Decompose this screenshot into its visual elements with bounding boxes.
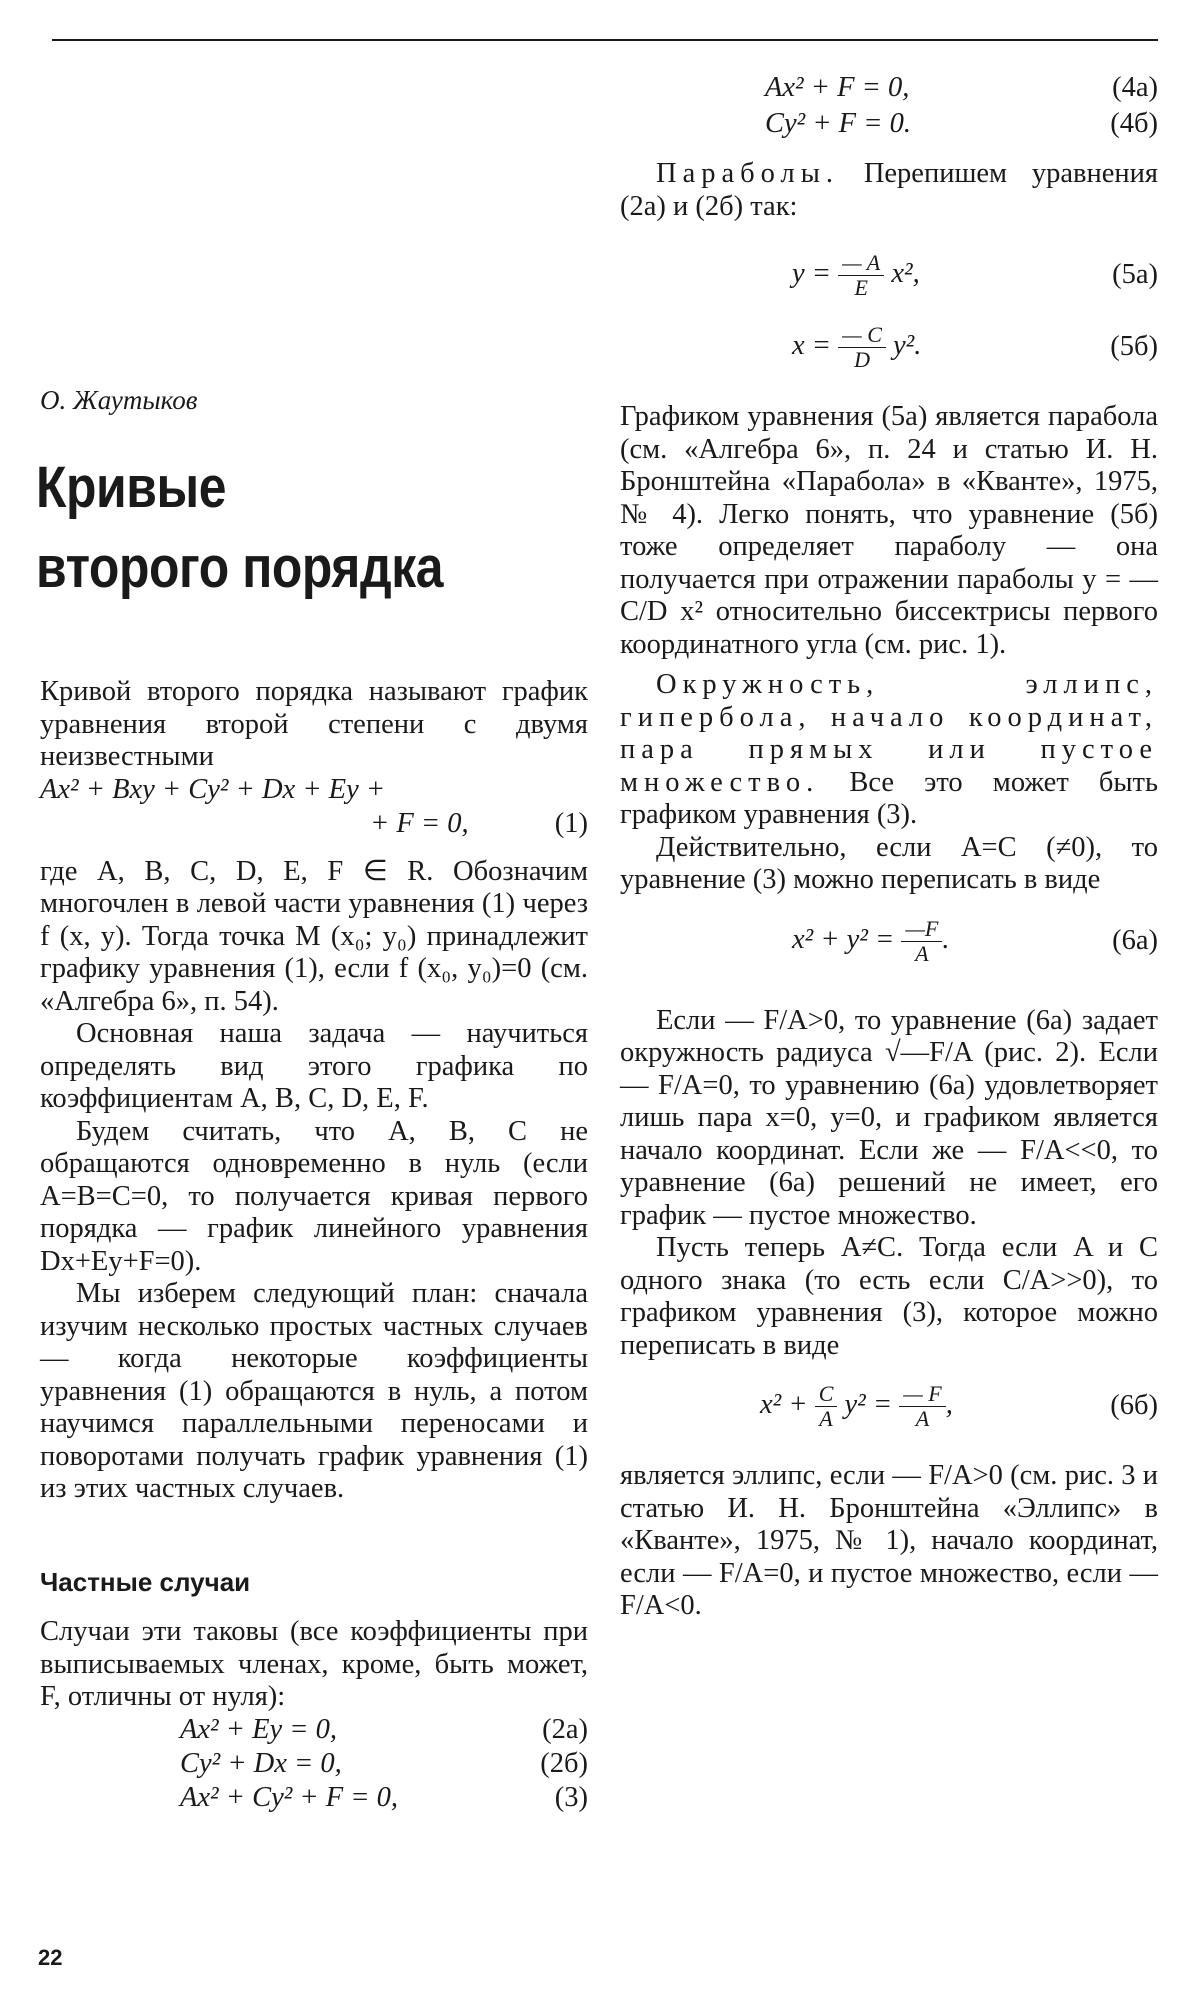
equation-6a-fraction bbox=[901, 917, 942, 966]
equation-1-part-a: Ax² + Bxy + Cy² + Dx + Ey + bbox=[40, 773, 386, 805]
curves-text: Все это может быть графиком уравнения (3). bbox=[620, 766, 1158, 830]
intro-paragraph: Кривой второго порядка называют график уравнения второй степени с двумя неизвестными bbox=[40, 676, 588, 772]
equation-4b bbox=[620, 108, 1158, 158]
paragraph-8: Действительно, если A=C (≠0), то уравнение (3) можно переписать в виде bbox=[620, 831, 1158, 895]
equation-6a-numerator: —F bbox=[901, 917, 942, 942]
section-heading: Частные случаи bbox=[40, 1566, 251, 1597]
title-line-2: второго порядка bbox=[36, 535, 444, 600]
equation-5b bbox=[620, 309, 1158, 381]
paragraph-11: является эллипс, если — F/A>0 (см. рис. 3 и статью И. Н. Бронштейна «Эллипс» в «Кванте», 1975, № 1), начало координат, если — F/A=0, и пустое множество, если — F/A<0. bbox=[620, 1460, 1158, 1621]
paragraph-2: Основная наша задача — научиться определять вид этого графика по коэффициентам A, B, C, D, E, F. bbox=[40, 1018, 588, 1114]
equation-5a bbox=[620, 237, 1158, 309]
paragraph-7 bbox=[620, 669, 1158, 832]
equation-6b-formula: x² + $\frac{C}{A}$ y² = $\frac{— F}{A}$ , bbox=[760, 1381, 953, 1431]
page-number: 22 bbox=[38, 1945, 63, 1970]
article-title bbox=[36, 448, 443, 608]
equation-4b-formula: Cy² + F = 0. bbox=[765, 108, 911, 139]
equation-5b-fraction bbox=[838, 323, 886, 372]
equation-5b-lhs: x = bbox=[792, 330, 832, 362]
equation-6b-numerator: — F bbox=[899, 1382, 946, 1407]
equation-5b-denominator: D bbox=[854, 347, 870, 372]
equation-5a-denominator: E bbox=[854, 275, 868, 300]
equation-6b-number: (6б) bbox=[1110, 1390, 1158, 1421]
equation-6a bbox=[620, 903, 1158, 975]
equation-6b-coef bbox=[815, 1382, 838, 1431]
equation-3-number: (3) bbox=[554, 1781, 588, 1813]
parabola-text: Перепишем уравнения (2а) и (2б) так: bbox=[620, 158, 1158, 222]
equation-1-line-1 bbox=[40, 774, 588, 808]
equation-1-line-2 bbox=[40, 808, 588, 856]
equation-5a-numerator: — A bbox=[838, 251, 884, 276]
equation-5b-rhs: y². bbox=[893, 330, 922, 362]
equation-6b-denominator: A bbox=[915, 1406, 930, 1431]
curves-heading: Окружность, эллипс, гипербола, начало координат, пара прямых или пустое множество. bbox=[620, 669, 1158, 798]
equation-4a-formula: Ax² + F = 0, bbox=[765, 72, 910, 103]
equation-6b-lhs: x² + bbox=[760, 1389, 808, 1421]
equation-5b-number: (5б) bbox=[1110, 331, 1158, 362]
equation-6a-lhs: x² + y² = bbox=[792, 923, 895, 955]
equation-6b-mid: y² = bbox=[844, 1389, 893, 1421]
equation-1-number: (1) bbox=[554, 807, 588, 839]
paragraph-9: Если — F/A>0, то уравнение (6а) задает окружность радиуса √—F/A (рис. 2). Если — F/A=0, то уравнению (6а) удовлетворяет лишь пара x=0, y=0, и графиком является начало координат. Если же — F/A<<0, то уравнение (6а) решений не имеет, его график — пустое множество. bbox=[620, 1004, 1158, 1231]
equation-2b-formula: Cy² + Dx = 0, bbox=[180, 1747, 342, 1779]
parabola-paragraph bbox=[620, 158, 1158, 223]
equation-5a-fraction bbox=[838, 251, 884, 300]
title-line-1: Кривые bbox=[36, 455, 227, 520]
paragraph-6: Графиком уравнения (5а) является парабола (см. «Алгебра 6», п. 24 и статью И. Н. Бронштейна «Парабола» в «Кванте», 1975, № 4). Легко понять, что уравнение (5б) тоже определяет параболу — она получается при отражении параболы y = — C/D x² относительно биссектрисы первого координатного угла (см. рис. 1). bbox=[620, 401, 1158, 660]
equation-4b-number: (4б) bbox=[1110, 108, 1158, 139]
equation-5a-lhs: y = bbox=[792, 258, 832, 290]
equation-5a-formula bbox=[792, 251, 920, 300]
parabola-heading: Параболы. bbox=[656, 158, 840, 189]
equation-5b-formula bbox=[792, 323, 921, 372]
equation-2a-number: (2а) bbox=[542, 1713, 588, 1745]
equation-6a-formula: x² + y² = $\frac{—F}{A}$ . bbox=[792, 915, 950, 966]
equation-2a-formula: Ax² + Ey = 0, bbox=[180, 1713, 338, 1745]
paragraph-10: Пусть теперь A≠C. Тогда если A и C одного знака (то есть если C/A>>0), то графиком уравнения (3), которое можно переписать в виде bbox=[620, 1232, 1158, 1361]
equation-1-part-b: + F = 0, bbox=[370, 807, 469, 839]
equation-5a-rhs: x², bbox=[891, 258, 920, 290]
equation-4a-number: (4а) bbox=[1112, 72, 1158, 103]
equation-6b-coef-numerator: C bbox=[815, 1382, 838, 1407]
right-column bbox=[620, 72, 1158, 1623]
equation-4a bbox=[620, 72, 1158, 108]
equation-5a-number: (5а) bbox=[1112, 259, 1158, 290]
equation-3 bbox=[40, 1782, 588, 1816]
paragraph-1: где A, B, C, D, E, F ∈ R. Обозначим многочлен в левой части уравнения (1) через f (x, y). Тогда точка M (x₀; y₀) принадлежит графику уравнения (1), если f (x₀, y₀)=0 (см. «Алгебра 6», п. 54). bbox=[40, 855, 588, 1017]
equation-2b bbox=[40, 1748, 588, 1782]
equation-3-formula: Ax² + Cy² + F = 0, bbox=[180, 1781, 399, 1813]
equation-6b-fraction bbox=[899, 1382, 946, 1431]
equation-6a-number: (6а) bbox=[1112, 924, 1158, 956]
equation-2a bbox=[40, 1714, 588, 1748]
paragraph-3: Будем считать, что A, B, C не обращаются одновременно в нуль (если A=B=C=0, то получается кривая первого порядка — график линейного уравнения Dx+Ey+F=0). bbox=[40, 1115, 588, 1277]
equation-5b-numerator: — C bbox=[838, 323, 886, 348]
paragraph-4: Мы изберем следующий план: сначала изучим несколько простых частных случаев — когда некоторые коэффициенты уравнения (1) обращаются в нуль, а потом научимся параллельными переносами и поворотами получать график уравнения (1) из этих частных случаев. bbox=[40, 1278, 588, 1504]
equation-2b-number: (2б) bbox=[540, 1747, 588, 1779]
paragraph-5: Случаи эти таковы (все коэффициенты при выписываемых членах, кроме, быть может, F, отличны от нуля): bbox=[40, 1616, 588, 1712]
equation-6b bbox=[620, 1368, 1158, 1440]
author-name: О. Жаутыков bbox=[40, 385, 198, 415]
top-rule bbox=[52, 39, 1158, 41]
left-column bbox=[40, 676, 588, 1816]
equation-6a-denominator: A bbox=[915, 940, 929, 966]
equation-6b-coef-denominator: A bbox=[819, 1406, 833, 1431]
